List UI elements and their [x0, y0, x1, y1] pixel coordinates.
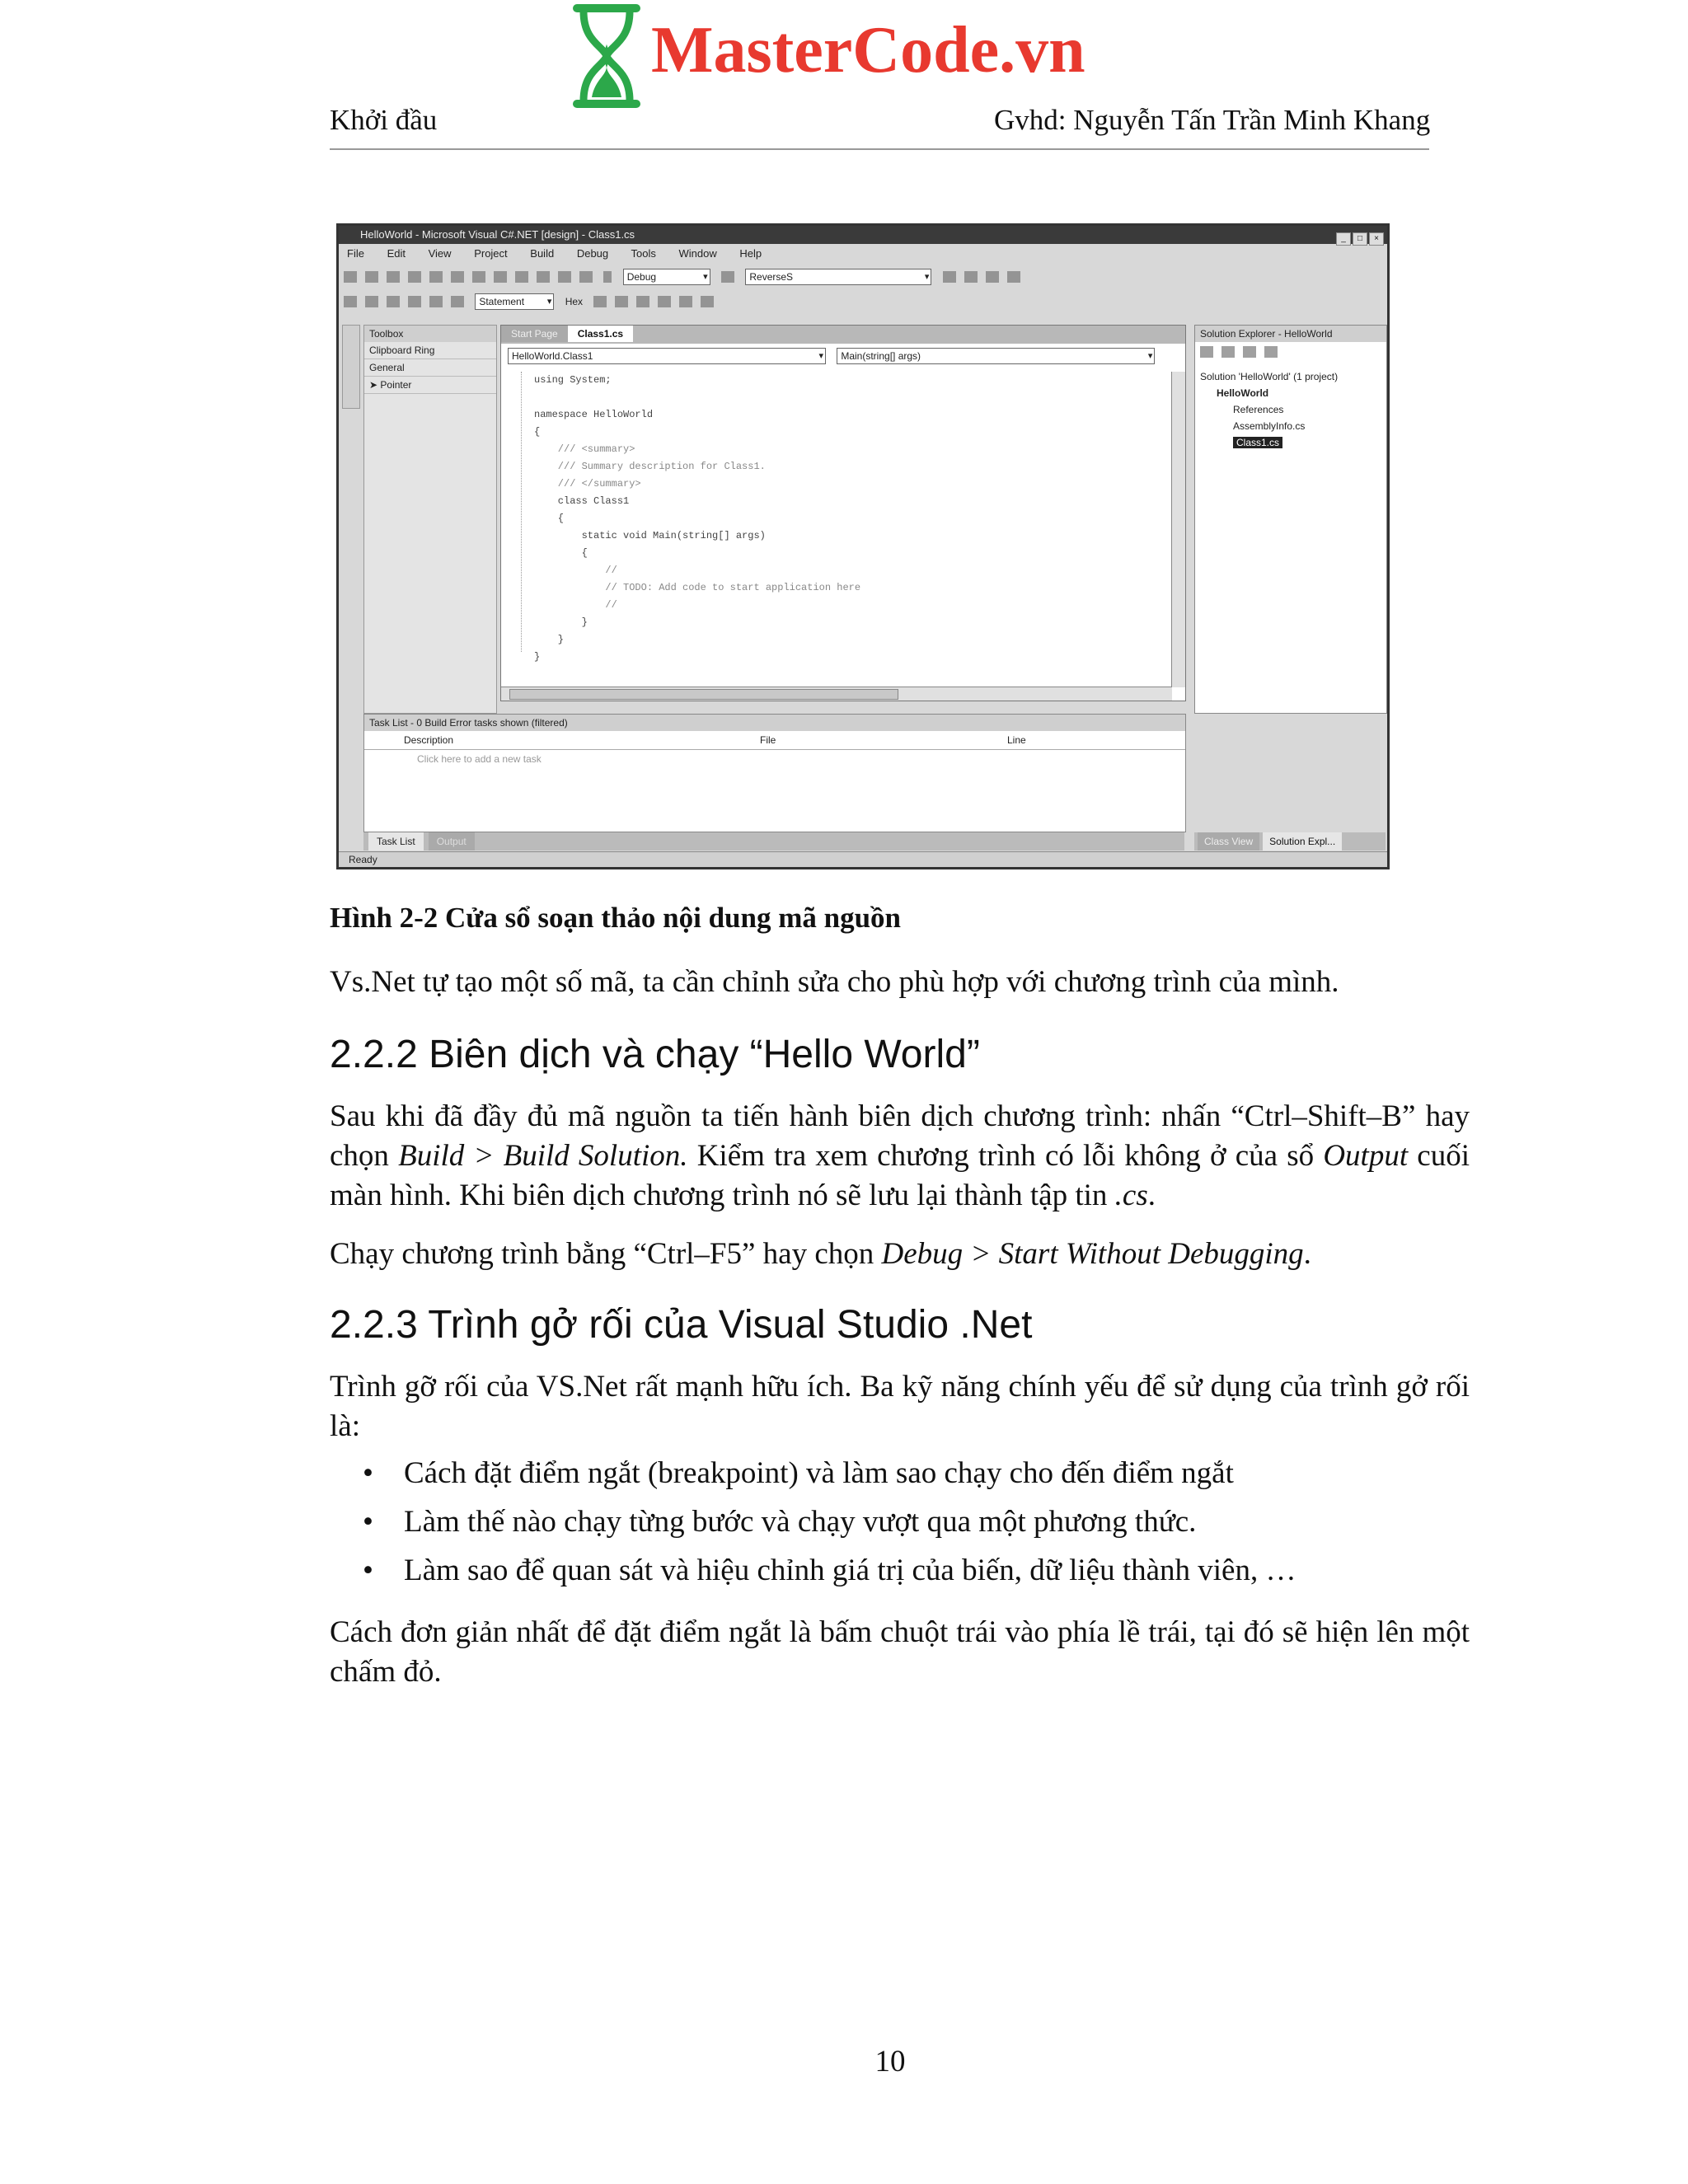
- menu-tools[interactable]: Tools: [631, 247, 656, 260]
- header-rule: [330, 148, 1429, 150]
- server-explorer-strip[interactable]: [342, 325, 360, 409]
- hex-label[interactable]: Hex: [565, 296, 584, 307]
- outline-gutter: [521, 372, 523, 652]
- task-list-panel: [363, 714, 1186, 832]
- code-line: {: [534, 513, 565, 524]
- breakpoints-icon[interactable]: [593, 296, 607, 307]
- config-combo[interactable]: Debug ▾: [623, 269, 710, 285]
- add-task-row[interactable]: Click here to add a new task: [417, 753, 542, 765]
- tab-class-view[interactable]: Class View: [1198, 832, 1259, 851]
- task-list-header: [364, 731, 1185, 750]
- code-line: {: [534, 426, 541, 438]
- logo-text: MasterCode.vn: [651, 14, 1085, 87]
- save-icon[interactable]: [408, 271, 421, 283]
- col-file[interactable]: File: [760, 734, 776, 746]
- menu-project[interactable]: Project: [474, 247, 508, 260]
- cut-icon[interactable]: [451, 271, 464, 283]
- undo-icon[interactable]: [515, 271, 528, 283]
- bookmark-icon[interactable]: [701, 296, 714, 307]
- start-icon[interactable]: [603, 271, 612, 283]
- figure-caption: Hình 2-2 Cửa sổ soạn thảo nội dung mã nguồn: [330, 902, 902, 934]
- stop-icon[interactable]: [387, 296, 400, 307]
- editor-vertical-scrollbar[interactable]: [1171, 372, 1185, 687]
- find-icon[interactable]: [721, 271, 734, 283]
- col-description[interactable]: Description: [404, 734, 454, 746]
- minimize-icon[interactable]: _: [1336, 232, 1351, 246]
- tree-assemblyinfo[interactable]: AssemblyInfo.cs: [1233, 420, 1306, 432]
- continue-icon[interactable]: [344, 296, 357, 307]
- code-line: [534, 389, 860, 406]
- bottom-tab-strip: [363, 832, 1184, 851]
- toolbox-title: Toolbox: [364, 326, 496, 342]
- paste-icon[interactable]: [494, 271, 507, 283]
- menu-file[interactable]: File: [347, 247, 364, 260]
- copy-icon[interactable]: [472, 271, 485, 283]
- code-line: /// </summary>: [534, 478, 641, 490]
- window-buttons: [1334, 228, 1384, 246]
- solution-explorer-toolbar: [1195, 342, 1386, 368]
- comment-icon[interactable]: [615, 296, 628, 307]
- text-run: .: [1303, 1237, 1311, 1271]
- vs-title-text: HelloWorld - Microsoft Visual C#.NET [design] - Class1.cs: [360, 228, 635, 241]
- code-line: //: [534, 565, 617, 576]
- outdent-icon[interactable]: [679, 296, 692, 307]
- tree-project[interactable]: HelloWorld: [1217, 387, 1269, 399]
- tab-output[interactable]: Output: [429, 832, 475, 851]
- text-run: Sau khi đã đầy đủ mã nguồn ta tiến hành biên dịch chương trình: nhấn “Ctrl–Shift–B” hay chọn: [330, 1099, 1470, 1173]
- mastercode-logo: [565, 0, 1109, 112]
- paragraph-build: [330, 1097, 1470, 1216]
- page-number: 10: [874, 2045, 906, 2079]
- vs-menu-bar: [347, 247, 781, 260]
- list-item: • Làm sao để quan sát và hiệu chỉnh giá trị của biến, dữ liệu thành viên, …: [363, 1551, 1296, 1600]
- solution-tree: [1195, 368, 1386, 451]
- pointer-icon: ➤: [369, 379, 381, 391]
- status-bar: Ready: [339, 851, 1387, 867]
- break-all-icon[interactable]: [365, 296, 378, 307]
- menu-edit[interactable]: Edit: [387, 247, 406, 260]
- menu-window[interactable]: Window: [678, 247, 717, 260]
- debug-toolbar: [344, 293, 1382, 315]
- paragraph-run: [330, 1235, 1470, 1274]
- header-chapter: Khởi đầu: [330, 104, 438, 136]
- maximize-icon[interactable]: □: [1353, 232, 1367, 246]
- heading-2-2-3: 2.2.3 Trình gở rối của Visual Studio .Net: [330, 1303, 1033, 1347]
- statement-combo[interactable]: Statement ▾: [475, 293, 554, 310]
- code-line: /// Summary description for Class1.: [534, 461, 766, 472]
- navigate-forward-icon[interactable]: [579, 271, 593, 283]
- code-line: static void Main(string[] args): [534, 530, 766, 541]
- pointer-label: Pointer: [380, 379, 412, 391]
- code-line: //: [534, 599, 617, 611]
- tab-start-page[interactable]: Start Page: [501, 326, 568, 342]
- editor-horizontal-scrollbar[interactable]: [501, 687, 1172, 701]
- refresh-icon[interactable]: [1221, 346, 1235, 358]
- task-list-title: Task List - 0 Build Error tasks shown (filtered): [364, 715, 1185, 731]
- navigate-back-icon[interactable]: [558, 271, 571, 283]
- restart-icon[interactable]: [408, 296, 421, 307]
- add-item-icon[interactable]: [365, 271, 378, 283]
- step-over-icon[interactable]: [451, 296, 464, 307]
- code-line: }: [534, 616, 588, 628]
- redo-icon[interactable]: [537, 271, 550, 283]
- solution-explorer: [1194, 325, 1387, 714]
- output-window-term: Output: [1323, 1139, 1409, 1173]
- code-line: }: [534, 634, 565, 645]
- member-combo[interactable]: Main(string[] args) ▾: [837, 348, 1155, 364]
- tab-solution-explorer[interactable]: Solution Expl...: [1263, 832, 1342, 851]
- tree-class1[interactable]: Class1.cs: [1233, 437, 1282, 448]
- solution-explorer-icon[interactable]: [943, 271, 956, 283]
- code-text: [534, 372, 860, 666]
- toolbox-panel: [363, 325, 497, 714]
- toolbox-icon[interactable]: [986, 271, 999, 283]
- tab-class1[interactable]: Class1.cs: [568, 326, 633, 342]
- menu-build[interactable]: Build: [530, 247, 555, 260]
- text-run: Kiểm tra xem chương trình có lỗi không ở của sổ: [687, 1139, 1324, 1173]
- list-item: • Làm thế nào chạy từng bước và chạy vượt qua một phương thức.: [363, 1502, 1296, 1551]
- paragraph-breakpoint: Cách đơn giản nhất để đặt điểm ngắt là bấm chuột trái vào phía lề trái, tại đó sẽ hiện lên một chấm đỏ.: [330, 1615, 1470, 1689]
- standard-toolbar: [344, 269, 1382, 290]
- menu-path-debug: Debug > Start Without Debugging: [881, 1237, 1304, 1271]
- code-line: class Class1: [534, 495, 630, 507]
- heading-2-2-2: 2.2.2 Biên dịch và chạy “Hello World”: [330, 1033, 980, 1076]
- vs-title-bar: [339, 226, 1387, 244]
- text-run: .: [1147, 1179, 1156, 1212]
- editor-tabs: [501, 326, 1185, 344]
- open-icon[interactable]: [387, 271, 400, 283]
- list-item: • Cách đặt điểm ngắt (breakpoint) và làm sao chạy cho đến điểm ngắt: [363, 1454, 1296, 1502]
- toolbox-group-general[interactable]: General: [364, 359, 496, 377]
- text-run: cuối màn hình. Khi biên dịch chương trình nó sẽ lưu lại thành tập tin: [330, 1139, 1470, 1212]
- code-line: }: [534, 651, 541, 663]
- solution-explorer-title: Solution Explorer - HelloWorld: [1195, 326, 1386, 342]
- code-line: namespace HelloWorld: [534, 409, 654, 420]
- col-line[interactable]: Line: [1007, 734, 1026, 746]
- side-tab-strip: [1194, 832, 1386, 851]
- code-line: /// <summary>: [534, 443, 635, 455]
- step-into-icon[interactable]: [429, 296, 443, 307]
- tree-solution[interactable]: Solution 'HelloWorld' (1 project): [1200, 371, 1339, 382]
- show-all-icon[interactable]: [1243, 346, 1256, 358]
- close-icon[interactable]: ×: [1369, 232, 1384, 246]
- properties-icon[interactable]: [1264, 346, 1278, 358]
- tab-task-list[interactable]: Task List: [368, 832, 424, 851]
- properties-icon[interactable]: [964, 271, 978, 283]
- menu-help[interactable]: Help: [739, 247, 762, 260]
- skills-list: [363, 1454, 1296, 1600]
- class-view-icon[interactable]: [1007, 271, 1020, 283]
- vs-screenshot: [336, 223, 1390, 869]
- indent-icon[interactable]: [658, 296, 671, 307]
- code-line: // TODO: Add code to start application here: [534, 582, 861, 593]
- text-run: Chạy chương trình bằng “Ctrl–F5” hay chọn: [330, 1237, 882, 1271]
- scroll-thumb[interactable]: [509, 689, 898, 700]
- menu-debug[interactable]: Debug: [576, 247, 609, 260]
- new-project-icon[interactable]: [344, 271, 357, 283]
- paragraph-debugger: Trình gỡ rối của VS.Net rất mạnh hữu ích. Ba kỹ năng chính yếu để sử dụng của trình gở rối là:: [330, 1370, 1470, 1443]
- tree-references[interactable]: References: [1233, 404, 1284, 415]
- uncomment-icon[interactable]: [636, 296, 649, 307]
- toolbox-group-clipboard[interactable]: Clipboard Ring: [364, 342, 496, 359]
- view-code-icon[interactable]: [1200, 346, 1213, 358]
- menu-view[interactable]: View: [428, 247, 452, 260]
- code-line: using System;: [534, 374, 612, 386]
- header-instructor: Gvhd: Nguyễn Tấn Trần Minh Khang: [994, 104, 1431, 136]
- code-editor[interactable]: [500, 325, 1186, 701]
- find-combo[interactable]: ReverseS ▾: [745, 269, 931, 285]
- class-combo[interactable]: HelloWorld.Class1 ▾: [508, 348, 826, 364]
- file-extension: .cs: [1114, 1179, 1148, 1212]
- editor-nav-combos: [501, 344, 1185, 371]
- paragraph-intro: Vs.Net tự tạo một số mã, ta cần chỉnh sửa cho phù hợp với chương trình của mình.: [330, 965, 1339, 999]
- hourglass-icon: [565, 0, 648, 112]
- toolbox-pointer[interactable]: [364, 377, 496, 394]
- save-all-icon[interactable]: [429, 271, 443, 283]
- menu-path-build: Build > Build Solution.: [398, 1139, 688, 1173]
- code-line: {: [534, 547, 588, 559]
